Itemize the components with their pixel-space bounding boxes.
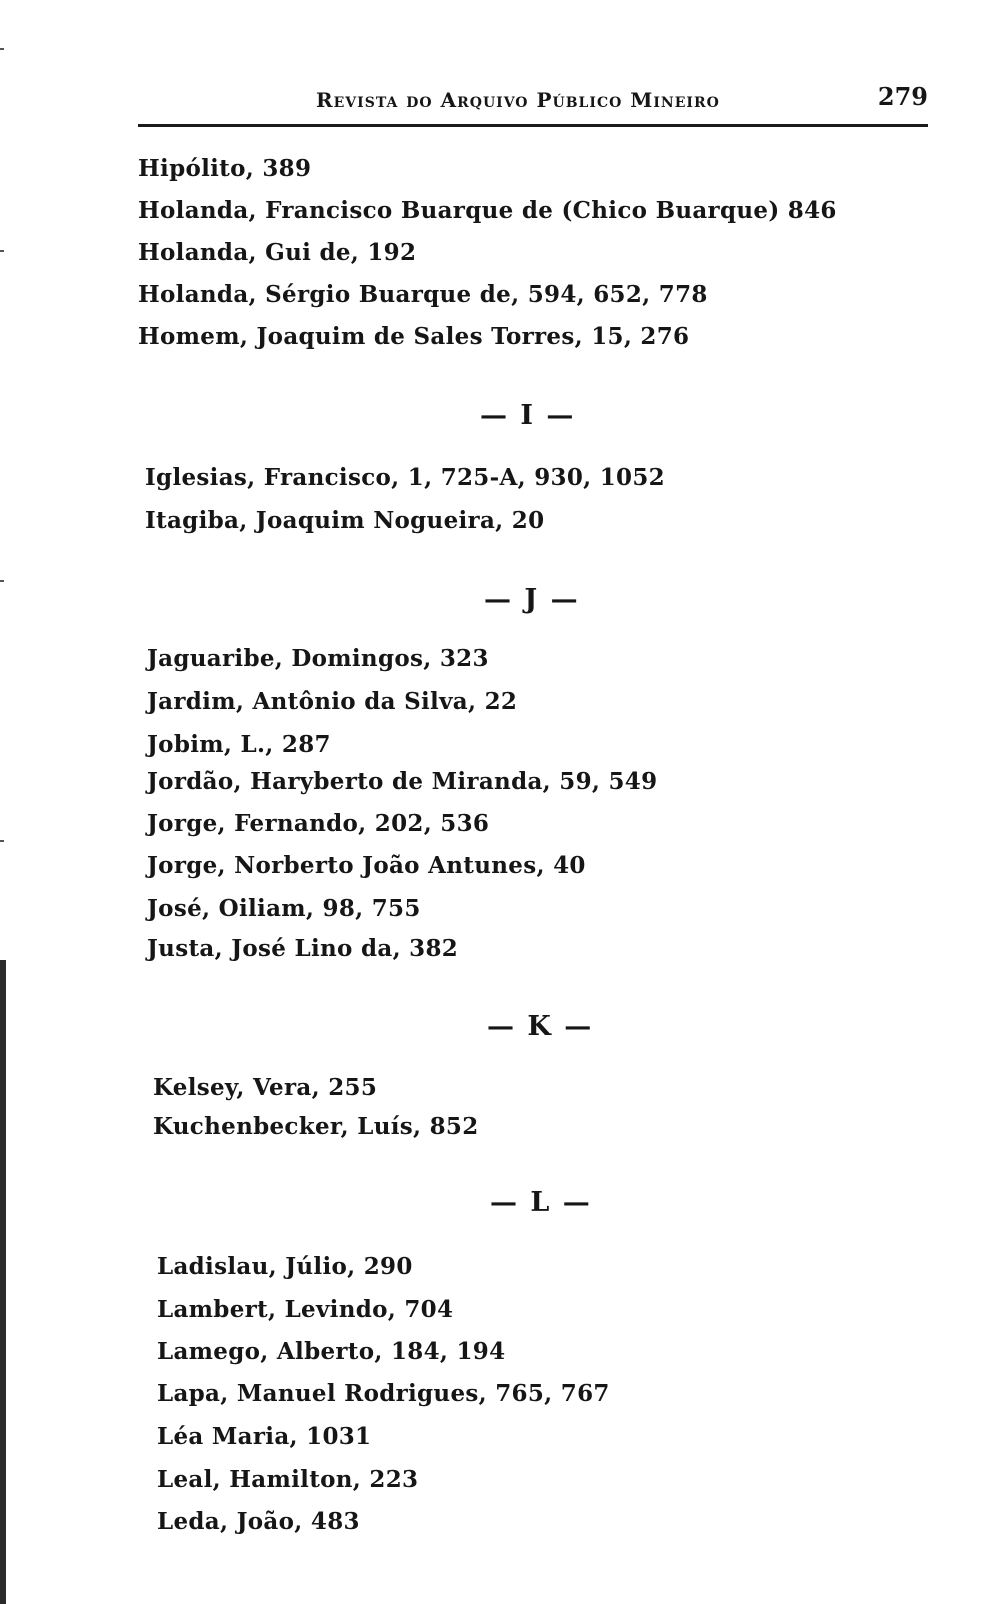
- running-header: [138, 78, 928, 127]
- index-entry: Jorge, Norberto João Antunes, 40: [147, 852, 586, 879]
- index-entry: Hipólito, 389: [138, 155, 312, 182]
- page-number: 279: [877, 82, 928, 111]
- index-entry: Jardim, Antônio da Silva, 22: [147, 688, 518, 715]
- index-entry: Justa, José Lino da, 382: [147, 935, 459, 962]
- scan-mark: [0, 580, 4, 582]
- index-entry: Jobim, L., 287: [147, 731, 331, 758]
- scan-mark: [0, 250, 4, 252]
- index-entry: Jaguaribe, Domingos, 323: [147, 645, 489, 672]
- index-entry: Ladislau, Júlio, 290: [157, 1253, 413, 1280]
- section-heading-j: — J —: [484, 584, 580, 615]
- index-entry: Holanda, Gui de, 192: [138, 239, 417, 266]
- index-entry: Leal, Hamilton, 223: [157, 1466, 419, 1493]
- index-entry: Homem, Joaquim de Sales Torres, 15, 276: [138, 323, 690, 350]
- index-entry: Jordão, Haryberto de Miranda, 59, 549: [147, 768, 658, 795]
- index-entry: Kuchenbecker, Luís, 852: [153, 1113, 479, 1140]
- index-entry: Leda, João, 483: [157, 1508, 360, 1535]
- index-entry: Iglesias, Francisco, 1, 725-A, 930, 1052: [145, 464, 665, 491]
- journal-title: Revista do Arquivo Público Mineiro: [316, 88, 720, 112]
- index-entry: Holanda, Sérgio Buarque de, 594, 652, 778: [138, 281, 708, 308]
- index-entry: Léa Maria, 1031: [157, 1423, 372, 1450]
- section-heading-l: — L —: [490, 1187, 592, 1218]
- index-entry: Holanda, Francisco Buarque de (Chico Buarque) 846: [138, 197, 837, 224]
- index-entry: Lapa, Manuel Rodrigues, 765, 767: [157, 1380, 610, 1407]
- page-binding-edge: [0, 960, 6, 1604]
- index-entry: Kelsey, Vera, 255: [153, 1074, 378, 1101]
- index-entry: Lamego, Alberto, 184, 194: [157, 1338, 506, 1365]
- section-heading-k: — K —: [487, 1011, 594, 1042]
- index-entry: Lambert, Levindo, 704: [157, 1296, 454, 1323]
- scan-mark: [0, 48, 4, 50]
- section-heading-i: — I —: [480, 400, 576, 431]
- index-entry: José, Oiliam, 98, 755: [147, 895, 421, 922]
- index-entry: Jorge, Fernando, 202, 536: [147, 810, 490, 837]
- scan-mark: [0, 840, 4, 842]
- index-entry: Itagiba, Joaquim Nogueira, 20: [145, 507, 545, 534]
